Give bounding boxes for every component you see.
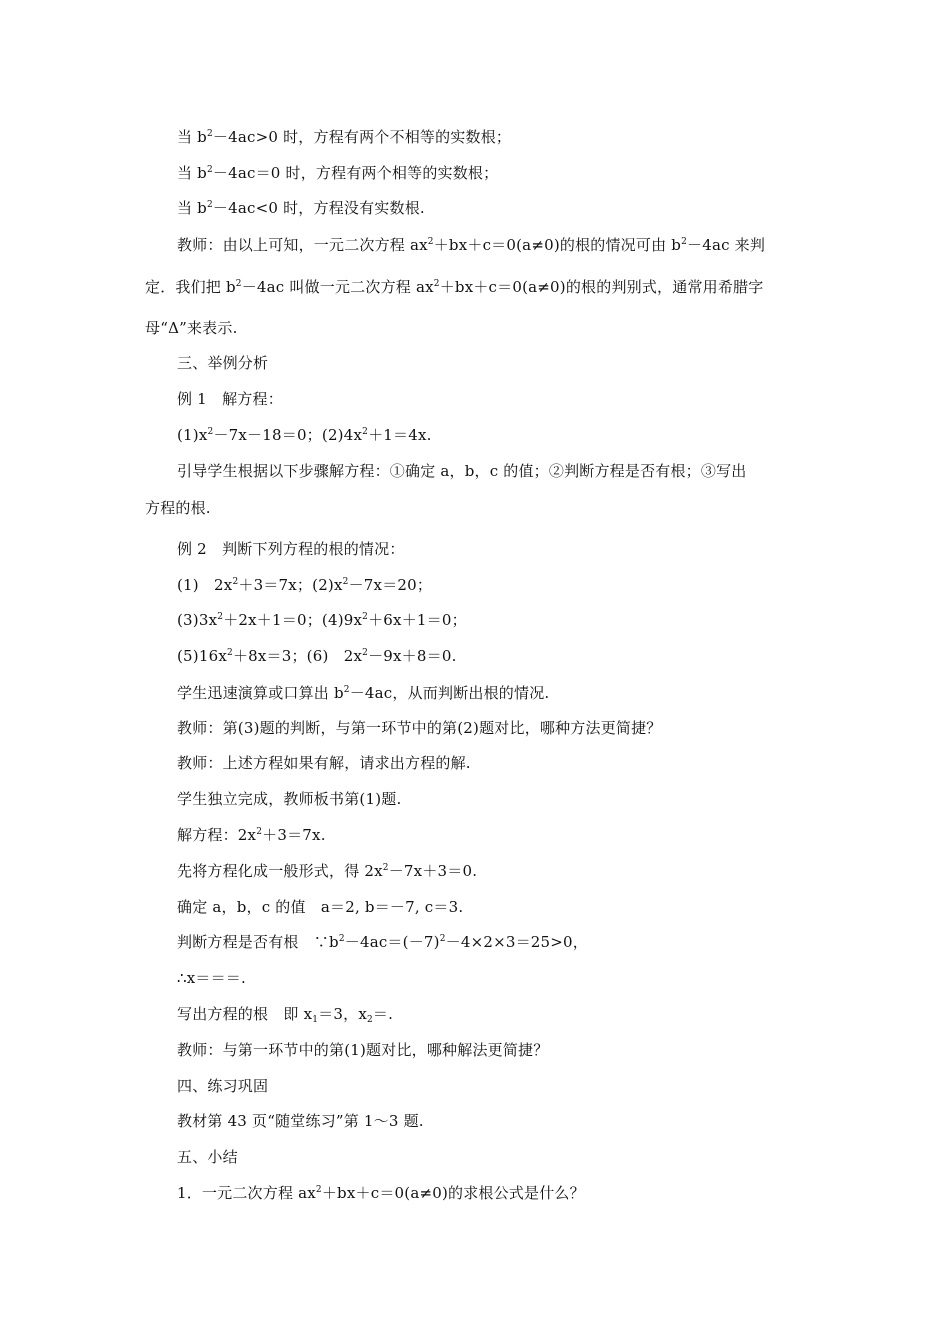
paragraph-line: 1．一元二次方程 $ax^2+bx+c=0(a\ne 0)$的求根公式是什么？ [177,1184,585,1202]
paragraph-line: 确定 a，b，c 的值 a＝2, b＝－7, c＝3. [177,898,464,916]
paragraph-line: 学生迅速演算或口算出 $b^2-4ac$，从而判断出根的情况. [177,684,550,702]
example-heading: 例 2 判断下列方程的根的情况： [177,540,405,558]
paragraph-line: 学生独立完成，教师板书第(1)题. [177,790,402,808]
section-heading: 四、练习巩固 [177,1077,269,1095]
equation-line: $(1)x^2-7x-18=0$；$(2)4x^2+1=4x$. [177,426,432,444]
paragraph-line: 教师：由以上可知，一元二次方程 $ax^2+bx+c=0(a\ne 0)$的根的情况可由 $b^2-4ac$ 来判 [177,236,766,254]
paragraph-line: 当 $b^2-4ac<0$ 时，方程没有实数根. [177,199,425,217]
equation-line: $(5)16x^2+8x=3$；(6) $2x^2-9x+8=0$. [177,647,457,665]
equation-line: 解方程：$2x^2+3=7x$. [177,826,326,844]
example-heading: 例 1 解方程： [177,390,283,408]
paragraph-line: 判断方程是否有根 $\because b^2-4ac=(-7)^2-4\times 2\times 3=25>0$， [177,933,588,951]
paragraph-line: 当 $b^2-4ac>0$ 时，方程有两个不相等的实数根； [177,128,512,146]
paragraph-line: 定．我们把 $b^2-4ac$ 叫做一元二次方程 $ax^2+bx+c=0(a\ne 0)$的根的判别式，通常用希腊字 [145,278,764,296]
equation-line: (1) $2x^2+3=7x$；$(2)x^2-7x=20$； [177,576,433,594]
section-heading: 五、小结 [177,1148,238,1166]
paragraph-line: 引导学生根据以下步骤解方程：①确定 a，b，c 的值；②判断方程是否有根；③写出 [177,462,747,480]
paragraph-line: 教师：第(3)题的判断，与第一环节中的第(2)题对比，哪种方法更简捷？ [177,719,662,737]
paragraph-line: 先将方程化成一般形式，得 $2x^2-7x+3=0$. [177,862,478,880]
paragraph-line: 教师：与第一环节中的第(1)题对比，哪种解法更简捷？ [177,1041,549,1059]
paragraph-line: 教师：上述方程如果有解，请求出方程的解. [177,754,471,772]
paragraph-line: 方程的根. [145,499,211,517]
section-heading: 三、举例分析 [177,354,269,372]
paragraph-line: 当 $b^2-4ac=0$ 时，方程有两个相等的实数根； [177,164,499,182]
paragraph-line: 写出方程的根 即 $x_1=3$，$x_2=$. [177,1005,394,1025]
paragraph-line: 母“Δ”来表示. [145,319,238,337]
paragraph-line: 教材第 43 页“随堂练习”第 1～3 题. [177,1112,424,1130]
equation-line: ∴x＝＝＝. [177,969,246,987]
equation-line: $(3)3x^2+2x+1=0$；$(4)9x^2+6x+1=0$； [177,611,467,629]
